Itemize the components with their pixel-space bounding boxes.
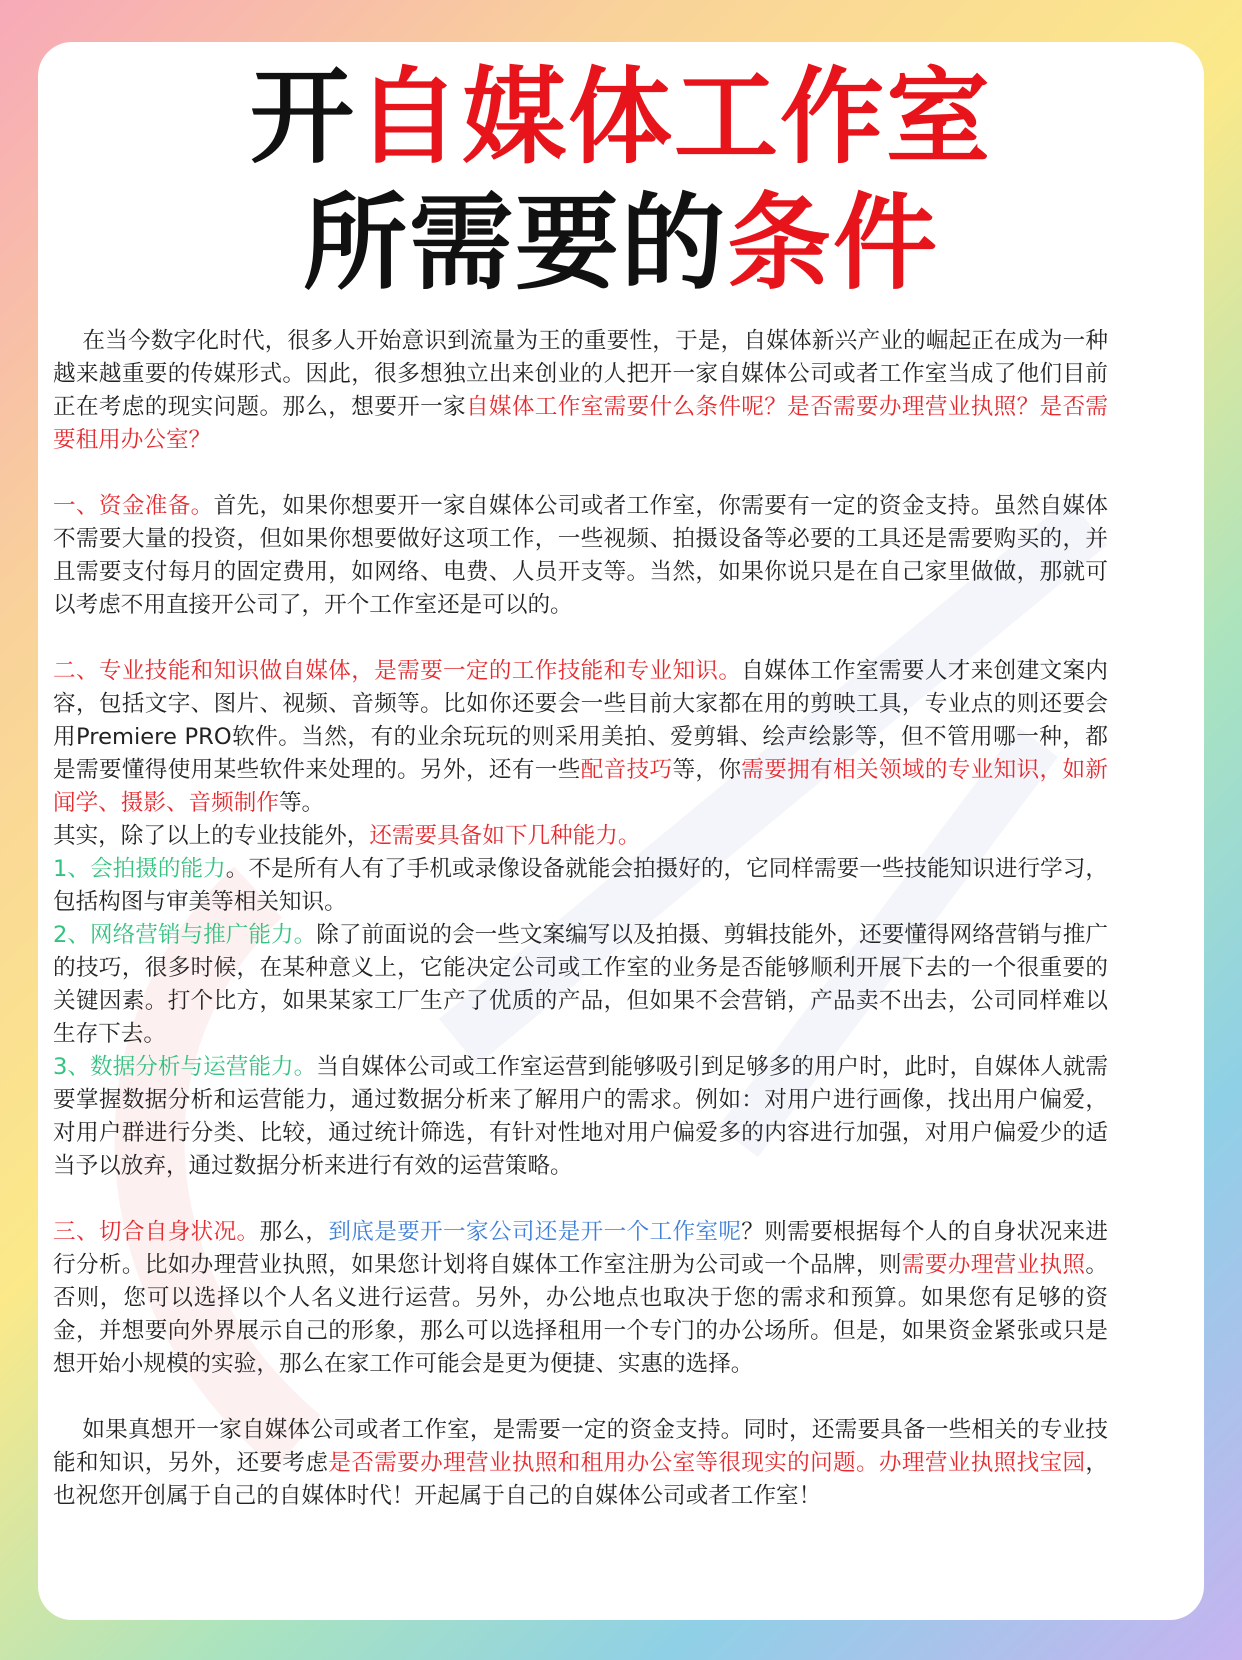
article-body xyxy=(53,325,1108,1513)
highlighted-text: 一、资金准备。 xyxy=(53,493,214,519)
paragraph xyxy=(53,325,1108,457)
body-text: 当自媒体公司或工作室运营到能够吸引到足够多的用户时，此时，自媒体人就需要掌握数据分析和运营能力，通过数据分析来了解用户的需求。例如：对用户进行画像，找出用户偏爱，对用户群进行分类、比较，通过统计筛选，有针对性地对用户偏爱多的内容进行加强，对用户偏爱少的适当予以放弃，通过数据分析来进行有效的运营策略。 xyxy=(53,1054,1109,1179)
highlighted-text: 到底是要开一家公司还是开一个工作室呢 xyxy=(328,1219,742,1245)
body-text: 。不是所有人有了手机或录像设备就能会拍摄好的，它同样需要一些技能知识进行学习，包括构图与审美等相关知识。 xyxy=(53,856,1109,915)
highlighted-text: 需要拥有相关领域的专业知识，如新闻学、摄影、音频制作 xyxy=(53,757,1109,816)
highlighted-text: 需要办理营业执照 xyxy=(901,1252,1086,1278)
paragraph xyxy=(53,853,1108,919)
highlighted-text: 配音技巧 xyxy=(580,757,673,783)
title-red-part: 自媒体工作室 xyxy=(356,56,993,178)
body-text: 自媒体工作室需要人才来创建文案内容，包括文字、图片、视频、音频等。比如你还要会一些目前大家都在用的剪映工具，专业点的则还要会用Premiere PRO软件。当然，有的业余玩玩的则采用美拍、爱剪辑、绘声绘影等，但不管用哪一种，都是需要懂得使用某些软件来处理的。另外，还有一些 xyxy=(53,658,1109,783)
page-title-line-2 xyxy=(38,182,1204,304)
body-text: 等，你 xyxy=(672,757,742,783)
body-text: 首先，如果你想要开一家自媒体公司或者工作室，你需要有一定的资金支持。虽然自媒体不需要大量的投资，但如果你想要做好这项工作，一些视频、拍摄设备等必要的工具还是需要购买的，并且需要支付每月的固定费用，如网络、电费、人员开支等。当然，如果你说只是在自己家里做做，那就可以考虑不用直接开公司了，开个工作室还是可以的。 xyxy=(53,493,1109,618)
body-text: 。否则，您可以选择以个人名义进行运营。另外，办公地点也取决于您的需求和预算。如果您有足够的资金，并想要向外界展示自己的形象，那么可以选择租用一个专门的办公场所。但是，如果资金紧张或只是想开始小规模的实验，那么在家工作可能会是更为便捷、实惠的选择。 xyxy=(53,1252,1109,1377)
highlighted-text: 1、会拍摄的能力 xyxy=(53,856,226,882)
highlighted-text: 3、数据分析与运营能力。 xyxy=(53,1054,317,1080)
body-text: 其实，除了以上的专业技能外， xyxy=(53,823,370,849)
title-red-part: 条件 xyxy=(727,182,940,304)
body-text: 在当今数字化时代，很多人开始意识到流量为王的重要性，于是，自媒体新兴产业的崛起正在成为一种越来越重要的传媒形式。因此，很多想独立出来创业的人把开一家自媒体公司或者工作室当成了他们目前正在考虑的现实问题。那么，想要开一家 xyxy=(53,328,1108,420)
paragraph xyxy=(53,919,1108,1051)
title-black-part: 开 xyxy=(249,56,356,178)
body-text: 那么， xyxy=(259,1219,329,1245)
paragraph xyxy=(53,490,1108,622)
paragraph xyxy=(53,1051,1108,1183)
paragraph xyxy=(53,820,1108,853)
article-card xyxy=(38,42,1204,1620)
highlighted-text: 是否需要办理营业执照和租用办公室等很现实的问题。办理营业执照找宝园 xyxy=(328,1450,1086,1476)
title-black-part: 所需要的 xyxy=(302,182,727,304)
page-title-line-1 xyxy=(38,56,1204,178)
paragraph xyxy=(53,1414,1108,1513)
body-text: 等。 xyxy=(278,790,325,816)
highlighted-text: 还需要具备如下几种能力。 xyxy=(369,823,641,849)
body-text: 如果真想开一家自媒体公司或者工作室，是需要一定的资金支持。同时，还需要具备一些相关的专业技能和知识，另外，还要考虑 xyxy=(53,1417,1108,1476)
body-text: ？则需要根据每个人的自身状况来进行分析。比如办理营业执照，如果您计划将自媒体工作室注册为公司或一个品牌，则 xyxy=(53,1219,1109,1278)
highlighted-text: 2、网络营销与推广能力。 xyxy=(53,922,317,948)
highlighted-text: 自媒体工作室需要什么条件呢？是否需要办理营业执照？是否需要租用办公室？ xyxy=(53,394,1109,453)
paragraph xyxy=(53,1216,1108,1381)
highlighted-text: 二、专业技能和知识做自媒体，是需要一定的工作技能和专业知识。 xyxy=(53,658,742,684)
body-text: ，也祝您开创属于自己的自媒体时代！开起属于自己的自媒体公司或者工作室！ xyxy=(53,1450,1109,1509)
paragraph xyxy=(53,655,1108,820)
body-text: 除了前面说的会一些文案编写以及拍摄、剪辑技能外，还要懂得网络营销与推广的技巧，很多时候，在某种意义上，它能决定公司或工作室的业务是否能够顺利开展下去的一个很重要的关键因素。打个比方，如果某家工厂生产了优质的产品，但如果不会营销，产品卖不出去，公司同样难以生存下去。 xyxy=(53,922,1109,1047)
highlighted-text: 三、切合自身状况。 xyxy=(53,1219,260,1245)
